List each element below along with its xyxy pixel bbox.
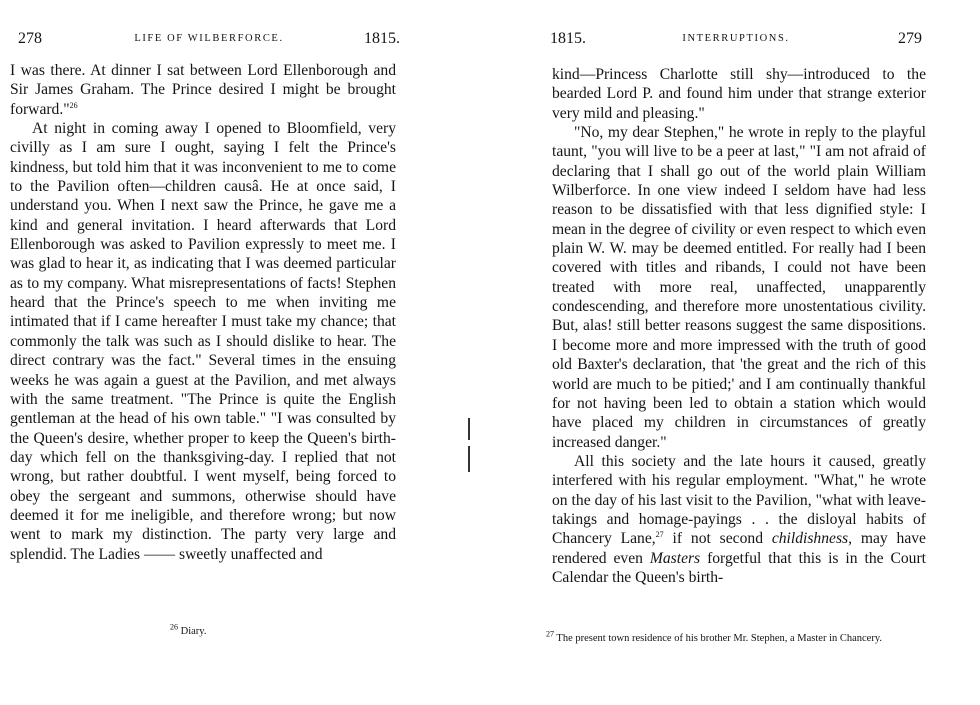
right-paragraph-2: "No, my dear Stephen," he wrote in reply to the playful taunt, "you will live to be a peer at last," "I am not afraid of declaring that I shall go out of the world plain William Wilberforce. In one view indeed I seldom have had less reason to be dissatisfied with that less dignified style: I mean in the degree of civility or even respect to which even plain W. W. may be deemed entitled. For really had I been covered with titles and ribands, I could not have been treated with more real, unaffected, unapparently condescending, and therefore more unostentatious civility. But, alas! still better reasons suggest the same dispositions. I become more and more impressed with the truth of good old Baxter's declaration, that 'the great and the rich of this world are much to be pitied;' and I am continually thankful for not having been led to obtain a station which would have placed my children in circumstances of greatly increased danger." (552, 124, 926, 451)
left-running-title: LIFE OF WILBERFORCE. (134, 33, 284, 44)
gutter-divider-mark (468, 418, 470, 440)
gutter-divider-mark (468, 446, 470, 472)
right-footnote (538, 629, 922, 646)
right-paragraph-3: All this society and the late hours it caused, greatly interfered with his regular employment. "What," he wrote on the day of his last visit to the Pavilion, "what with leave-takings and homage-payings . . the disloyal habits of Chancery Lane,$^{27}$ if not second childishness, may have rendered even Masters forgetful that this is in the Court Calendar the Queen's birth- (552, 452, 927, 586)
left-page (0, 0, 470, 705)
right-header-year: 1815. (550, 30, 586, 47)
left-header-year: 1815. (364, 30, 400, 47)
left-paragraph-2: At night in coming away I opened to Bloomfield, very civilly as I am sure I ought, saying I felt the Prince's kindness, but told him that it was inconvenient to me to come to the Pavilion often—children causâ. He at once said, I understand you. When I next saw the Prince, he gave me a kind and general invitation. I heard afterwards that Lord Ellenborough was asked to Pavilion expressly to meet me. I was glad to hear it, as indicating that I was deemed particular as to my company. What misrepresentations of facts! Stephen heard that the Prince's speech to me when inviting me intimated that if I came hereafter I must take my chance; that commonly the talk was such as I should dislike to hear. The direct contrary was the fact." Several times in the ensuing weeks he was again a guest at the Pavilion, and met always with the same treatment. "The Prince is quite the English gentleman at the head of his own table." "I was consulted by the Queen's desire, whether proper to keep the Queen's birth-day which fell on the thanksgiving-day. I replied that not wrong, but rather doubtful. I went myself, being forced to obey the sergeant and summons, otherwise should have deemed it for me ineligible, and therefore wrong; but now went to mark my distinction. The party very large and splendid. The Ladies —— sweetly unaffected and (10, 120, 396, 563)
right-footnote-marker: 27 (546, 629, 554, 639)
footnote-ref-26: 26 (69, 100, 78, 110)
right-running-title: INTERRUPTIONS. (682, 33, 790, 44)
right-body-text (552, 65, 926, 587)
left-page-number: 278 (18, 30, 42, 47)
right-page-header (550, 30, 922, 52)
left-footnote-marker: 26 (170, 622, 178, 632)
left-footnote (170, 622, 370, 639)
left-footnote-text: Diary. (180, 626, 207, 637)
right-page-number: 279 (898, 30, 922, 47)
left-body-text (10, 61, 396, 564)
right-footnote-text: The present town residence of his brother Mr. Stephen, a Master in Chancery. (554, 633, 883, 644)
left-paragraph-1: I was there. At dinner I sat between Lord Ellenborough and Sir James Graham. The Prince desired I might be brought forward."$^{26}$ (10, 62, 396, 118)
right-page (490, 0, 980, 705)
right-paragraph-1: kind—Princess Charlotte still shy—introduced to the bearded Lord P. and found him under that strange exterior very mild and pleasing." (552, 66, 926, 122)
left-page-header (18, 30, 400, 52)
footnote-ref-27: 27 (655, 530, 664, 540)
